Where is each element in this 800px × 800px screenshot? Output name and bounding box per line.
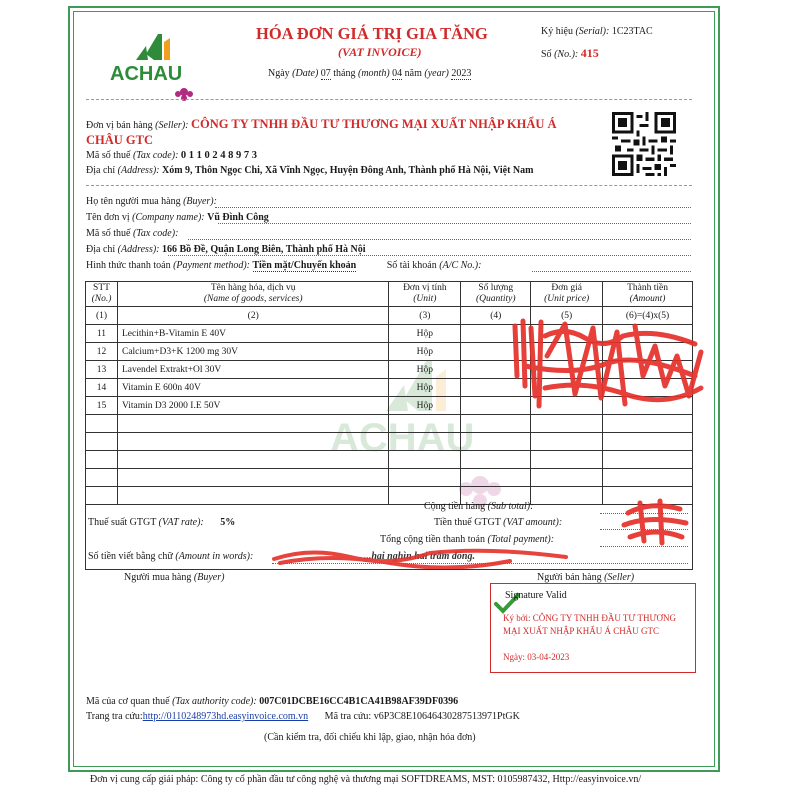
buyer-tax-line: Mã số thuế (Tax code): xyxy=(86,228,179,239)
table-header-row xyxy=(86,282,693,307)
col-header-unit: Đơn vị tính (Unit) xyxy=(389,282,461,307)
table-row: 13 Lavendel Extrakt+Ol 30V Hộp xyxy=(86,361,693,379)
table-row-empty xyxy=(86,469,693,487)
table-row-empty xyxy=(86,433,693,451)
table-row: 11 Lecithin+B-Vitamin E 40V Hộp xyxy=(86,325,693,343)
qr-code xyxy=(612,112,676,176)
buyer-company-line: Tên đơn vị (Company name): Vũ Đình Công xyxy=(86,212,269,223)
table-row: 15 Vitamin D3 2000 I.E 50V Hộp xyxy=(86,397,693,415)
watermark-text: ACHAU xyxy=(330,416,475,460)
invoice-subtitle: (VAT INVOICE) xyxy=(338,45,422,59)
vat-rate-line: Thuế suất GTGT (VAT rate): 5% xyxy=(88,517,236,528)
col-header-amount: Thành tiền (Amount) xyxy=(603,282,693,307)
col-header-quantity: Số lượng (Quantity) xyxy=(461,282,531,307)
seller-signature-label: Người bán hàng (Seller) xyxy=(537,572,635,583)
col-header-unit-price: Đơn giá (Unit price) xyxy=(531,282,603,307)
vat-amount-line: Tiền thuế GTGT (VAT amount): xyxy=(434,517,563,528)
seller-line: Đơn vị bán hàng (Seller): CÔNG TY TNHH ĐẦU TƯ THƯƠNG MẠI XUẤT NHẬP KHẨU Á xyxy=(86,117,557,131)
number-line: Số (No.): 415 xyxy=(541,46,599,60)
table-row-empty xyxy=(86,451,693,469)
subtotal-line: Cộng tiền hàng (Sub total): xyxy=(424,501,534,512)
amount-in-words-line: Số tiền viết bằng chữ (Amount in words): ...hai nghìn hai trăm đồng. xyxy=(88,551,475,562)
logo-text: ACHAU xyxy=(110,63,183,85)
invoice-date: Ngày (Date) 07 tháng (month) 04 năm (year) 2023 xyxy=(268,68,472,79)
buyer-signature-label: Người mua hàng (Buyer) xyxy=(124,572,225,583)
achau-logo xyxy=(106,30,216,102)
verification-note: (Cần kiểm tra, đối chiếu khi lập, giao, nhận hóa đơn) xyxy=(264,732,476,743)
seller-name-line2: CHÂU GTC xyxy=(86,133,154,147)
signed-by-text: Ký bởi: CÔNG TY TNHH ĐẦU TƯ THƯƠNG MẠI XUẤT NHẬP KHẨU Á CHÂU GTC xyxy=(503,613,676,636)
redaction-scribble-words xyxy=(270,543,570,569)
buyer-address-line: Địa chỉ (Address): 166 Bồ Đề, Quận Long Biên, Thành phố Hà Nội xyxy=(86,244,366,255)
provider-footer: Đơn vị cung cấp giải pháp: Công ty cổ phần đầu tư công nghệ và thương mại SOFTDREAMS, MST: 0105987432, Http://easyinvoice.vn/ xyxy=(90,774,642,785)
total-payment-line: Tổng cộng tiền thanh toán (Total payment): xyxy=(380,534,555,545)
lookup-url-link[interactable]: http://0110248973hd.easyinvoice.com.vn xyxy=(142,711,309,722)
buyer-name-line: Họ tên người mua hàng (Buyer): xyxy=(86,196,217,207)
redaction-scribble-totals xyxy=(620,497,692,547)
col-header-name: Tên hàng hóa, dịch vụ (Name of goods, services) xyxy=(117,282,388,307)
signed-date-text: Ngày: 03-04-2023 xyxy=(503,652,570,662)
table-row: 14 Vitamin E 600n 40V Hộp xyxy=(86,379,693,397)
tax-authority-line: Mã của cơ quan thuế (Tax authority code): 007C01DCBE16CC4B1CA41B98AF39DF0396 xyxy=(86,696,459,707)
payment-line: Hình thức thanh toán (Payment method): Tiền mặt/Chuyển khoản Số tài khoản (A/C No.): xyxy=(86,260,482,271)
redaction-scribble-amounts xyxy=(505,316,705,416)
col-header-no: STT (No.) xyxy=(86,282,118,307)
invoice-title: HÓA ĐƠN GIÁ TRỊ GIA TĂNG xyxy=(256,24,488,43)
table-row-empty xyxy=(86,415,693,433)
lookup-line: Trang tra cứu:http://0110248973hd.easyinvoice.com.vn Mã tra cứu: v6P3C8E10646430287513971PtGK xyxy=(86,711,520,722)
serial-line: Ký hiệu (Serial): 1C23TAC xyxy=(541,26,653,37)
signature-valid-text: Signature Valid xyxy=(505,590,567,601)
table-row: 12 Calcium+D3+K 1200 mg 30V Hộp xyxy=(86,343,693,361)
seller-address-line: Địa chỉ (Address): Xóm 9, Thôn Ngọc Chi, Xã Vĩnh Ngọc, Huyện Đông Anh, Thành phố Hà Nội, Việt Nam xyxy=(86,165,534,176)
table-index-row: (1) (2) (3) (4) (5) (6)=(4)x(5) xyxy=(86,307,693,325)
seller-tax-line: Mã số thuế (Tax code): 0 1 1 0 2 4 8 9 7 3 xyxy=(86,150,258,161)
